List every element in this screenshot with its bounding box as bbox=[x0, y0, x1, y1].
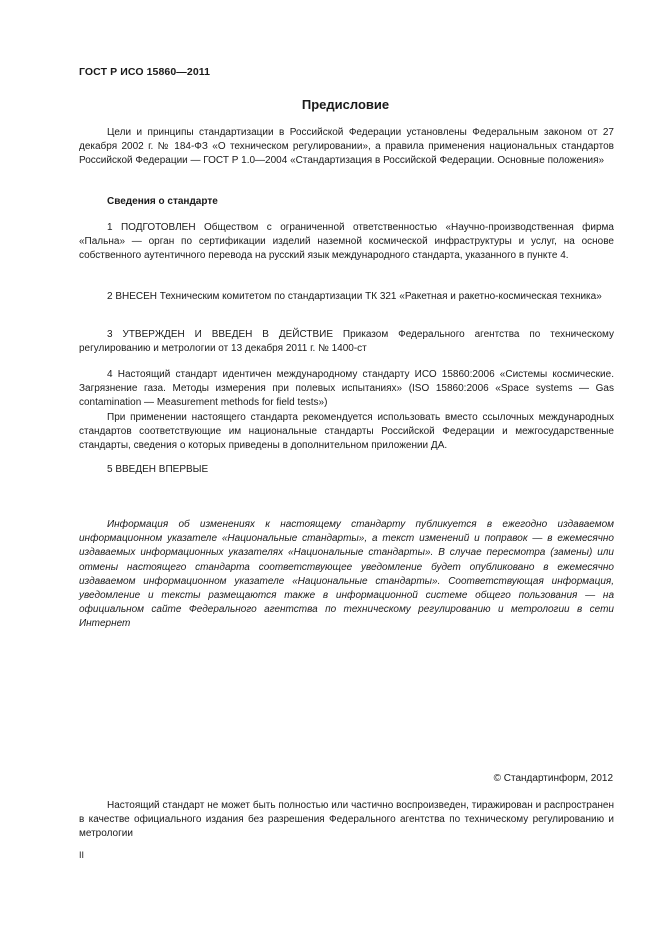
reproduction-paragraph: Настоящий стандарт не может быть полностью или частично воспроизведен, тиражирован и распространен в качестве официального издания без разрешения Федерального агентства по техническому регулированию и метрологии bbox=[79, 800, 614, 840]
intro-paragraph: Цели и принципы стандартизации в Российской Федерации установлены Федеральным законом от 27 декабря 2002 г. № 184-ФЗ «О техническом регулировании», а правила применения национальных стандартов Российской Федерации — ГОСТ Р 1.0—2004 «Стандартизация в Российской Федерации. Основные положения» bbox=[79, 127, 614, 167]
item-1-paragraph: 1 ПОДГОТОВЛЕН Обществом с ограниченной ответственностью «Научно-производственная фирма «Пальна» — орган по сертификации изделий наземной космической инфраструктуры и услуг, на основе собственного аутентичного перевода на русский язык международного стандарта, указанного в пункте 4. bbox=[79, 222, 614, 262]
item-2-paragraph: 2 ВНЕСЕН Техническим комитетом по стандартизации ТК 321 «Ракетная и ракетно-космическая техника» bbox=[107, 291, 602, 302]
item-3-paragraph: 3 УТВЕРЖДЕН И ВВЕДЕН В ДЕЙСТВИЕ Приказом Федерального агентства по техническому регулированию и метрологии от 13 декабря 2011 г. № 1400-ст bbox=[79, 329, 614, 355]
page-title: Предисловие bbox=[301, 97, 390, 112]
item-2-block bbox=[79, 290, 614, 304]
item-3-block bbox=[79, 328, 614, 356]
page-number: II bbox=[79, 850, 85, 860]
section-heading-info: Сведения о стандарте bbox=[107, 196, 218, 207]
item-5-paragraph: 5 ВВЕДЕН ВПЕРВЫЕ bbox=[107, 464, 209, 475]
intro-paragraph-block bbox=[79, 126, 614, 169]
item-4-note-paragraph: При применении настоящего стандарта рекомендуется использовать вместо ссылочных международных стандартов соответствующие им национальные стандарты Российской Федерации и межгосударственные стандарты, сведения о которых приведены в дополнительном приложении ДА. bbox=[79, 411, 614, 452]
item-5-block bbox=[79, 463, 614, 477]
copyright-notice: © Стандартинформ, 2012 bbox=[493, 773, 613, 784]
item-1-block bbox=[79, 221, 614, 264]
document-code-header: ГОСТ Р ИСО 15860—2011 bbox=[79, 66, 211, 78]
notice-block bbox=[79, 518, 614, 632]
reproduction-block bbox=[79, 799, 614, 842]
item-4-block bbox=[79, 368, 614, 453]
notice-paragraph: Информация об изменениях к настоящему стандарту публикуется в ежегодно издаваемом информационном указателе «Национальные стандарты», а текст изменений и поправок — в ежемесячно издаваемых информационных указателях «Национальные стандарты». В случае пересмотра (замены) или отмены настоящего стандарта соответствующее уведомление будет опубликовано в ежемесячно издаваемом информационном указателе «Национальные стандарты». Соответствующая информация, уведомление и тексты размещаются также в информационной системе общего пользования — на официальном сайте Федерального агентства по техническому регулированию и метрологии в сети Интернет bbox=[79, 519, 614, 630]
item-4-paragraph: 4 Настоящий стандарт идентичен международному стандарту ИСО 15860:2006 «Системы космические. Загрязнение газа. Методы измерения при полевых испытаниях» (ISO 15860:2006 «Space systems — Gas contamination — Measurement methods for field tests») bbox=[79, 369, 614, 409]
